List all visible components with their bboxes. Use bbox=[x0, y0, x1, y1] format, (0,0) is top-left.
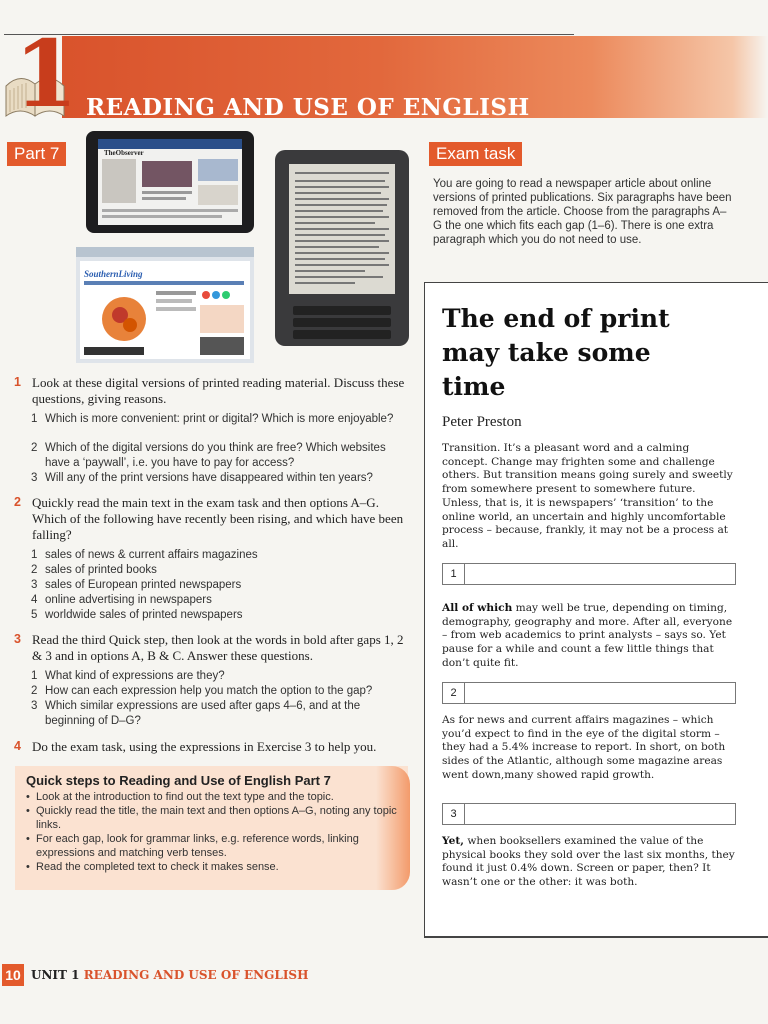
question-number: 2 bbox=[14, 495, 21, 509]
question-text: Read the third Quick step, then look at the words in bold after gaps 1, 2 & 3 and in options A, B & C. Answer these questions. bbox=[32, 632, 404, 663]
question-text: Look at these digital versions of printed reading material. Discuss these questions, giving reasons. bbox=[32, 375, 405, 406]
question-1 bbox=[14, 375, 414, 407]
article-author: Peter Preston bbox=[442, 414, 522, 430]
question-2-item: 4 online advertising in newspapers bbox=[31, 594, 212, 606]
question-2-item: 2 sales of printed books bbox=[31, 564, 157, 576]
article-paragraph: As for news and current affairs magazines – which you’d expect to find in the eye of the digital storm – they had a 5.4% increase to report. In short, on both sides of the Atlantic, although some magazine areas went down,many showed rapid growth. bbox=[442, 714, 726, 781]
question-text: Do the exam task, using the expressions in Exercise 3 to help you. bbox=[32, 739, 377, 754]
exam-task-intro: You are going to read a newspaper article about online versions of printed publications. Six paragraphs have been removed from the article. Choose from the paragraphs A–G the one which fits each gap (1–6). There is one extra paragraph which you do not need to use. bbox=[433, 178, 732, 246]
exam-task-tag: Exam task bbox=[429, 142, 522, 166]
gap-number: 3 bbox=[443, 804, 465, 824]
question-3 bbox=[14, 632, 414, 664]
question-number: 3 bbox=[14, 632, 21, 646]
question-2-item: 5 worldwide sales of printed newspapers bbox=[31, 609, 243, 621]
article-paragraph: Transition. It’s a pleasant word and a calming concept. Change may frighten some and challenge others. But transition means going surely and sweetly from somewhere present to somewhere future. Unless, that is, it is newspapers’ ‘transition’ to the online world, an uncertain and highly uncomfortable process – because, frankly, it may not be a process at all. bbox=[442, 442, 733, 550]
article-title: The end of print may take some time bbox=[442, 304, 670, 401]
question-2-item: 3 sales of European printed newspapers bbox=[31, 579, 242, 591]
unit-number: 1 bbox=[14, 20, 79, 128]
laptop-image bbox=[76, 247, 254, 363]
question-1-item: 1 Which is more convenient: print or digital? Which is more enjoyable? bbox=[31, 413, 394, 425]
question-3-item: 2 How can each expression help you match the option to the gap? bbox=[31, 685, 373, 697]
question-number: 4 bbox=[14, 739, 21, 753]
question-2 bbox=[14, 495, 414, 543]
question-number: 1 bbox=[14, 375, 21, 389]
question-1-item: 3 Will any of the print versions have disappeared within ten years? bbox=[31, 472, 373, 484]
laptop-masthead: SouthernLiving bbox=[84, 269, 143, 279]
question-3-item: 3 Which similar expressions are used after gaps 4–6, and at the beginning of D–G? bbox=[31, 700, 361, 727]
quick-step-item: • Look at the introduction to find out the text type and the topic. bbox=[26, 790, 398, 804]
gap-3-box[interactable] bbox=[442, 803, 736, 825]
quick-steps-title: Quick steps to Reading and Use of English Part 7 bbox=[26, 773, 331, 788]
gap-2-box[interactable] bbox=[442, 682, 736, 704]
tablet-image bbox=[86, 131, 254, 233]
top-rule bbox=[4, 34, 574, 35]
gap-number: 1 bbox=[443, 564, 465, 584]
bold-linker: Yet, bbox=[442, 835, 464, 847]
question-1-item: 2 Which of the digital versions do you think are free? Which websites have a ‘paywall’, i.e. you have to pay for access? bbox=[31, 442, 386, 469]
question-3-item: 1 What kind of expressions are they? bbox=[31, 670, 225, 682]
gap-number: 2 bbox=[443, 683, 465, 703]
page-number: 10 bbox=[2, 964, 24, 986]
quick-step-item: • Read the completed text to check it makes sense. bbox=[26, 860, 398, 874]
quick-step-item: • Quickly read the title, the main text and then options A–G, noting any topic links. bbox=[26, 804, 398, 832]
quick-steps-list bbox=[26, 790, 398, 874]
footer-section: READING AND USE OF ENGLISH bbox=[83, 968, 309, 982]
question-4 bbox=[14, 739, 414, 755]
quick-step-item: • For each gap, look for grammar links, e.g. reference words, linking expressions and matching verb tenses. bbox=[26, 832, 398, 860]
ereader-image bbox=[275, 150, 409, 346]
footer-unit bbox=[31, 968, 308, 982]
part-tag: Part 7 bbox=[7, 142, 66, 166]
question-text: Quickly read the main text in the exam task and then options A–G. Which of the following have recently been rising, and which have been falling? bbox=[32, 495, 404, 542]
question-2-item: 1 sales of news & current affairs magazines bbox=[31, 549, 258, 561]
article-paragraph: All of which may well be true, depending on timing, demography, geography and more. After all, everyone – from web academics to print analysts – says so. Yet pause for a while and count a few little things that don’t quite fit. bbox=[442, 602, 733, 669]
page-title: READING AND USE OF ENGLISH bbox=[86, 94, 530, 121]
article-paragraph: Yet, when booksellers examined the value of the physical books they sold over the last six months, they found it just 0.4% down. Screen or paper, then? It wasn’t one or the other: it was both. bbox=[442, 835, 735, 889]
tablet-masthead: TheObserver bbox=[104, 149, 144, 157]
footer-unit-label: UNIT 1 bbox=[31, 968, 80, 982]
gap-1-box[interactable] bbox=[442, 563, 736, 585]
bold-linker: All of which bbox=[442, 602, 513, 614]
